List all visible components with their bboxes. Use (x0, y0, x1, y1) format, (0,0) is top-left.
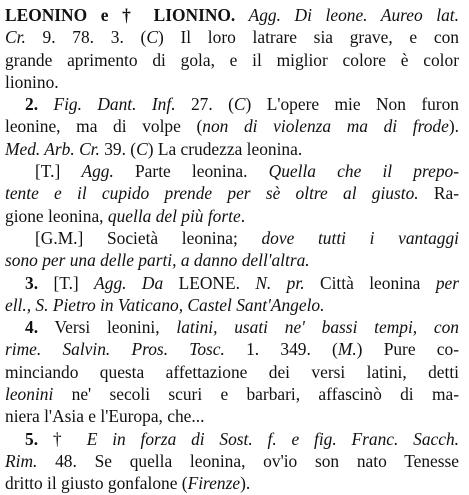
text-segment: 5. (25, 428, 39, 449)
text-segment: gione leonina, (5, 205, 108, 226)
text-segment: Ra- (418, 183, 459, 204)
text-segment: Città leonina (304, 272, 436, 293)
text-segment: ) La crudezza leonina. (147, 138, 303, 159)
text-segment: per (435, 272, 459, 293)
text-line (5, 26, 459, 48)
text-segment: Agg. Da (94, 272, 164, 293)
text-segment: quella del più forte (107, 205, 241, 226)
text-segment: ell., S. Pietro in Vaticano, Castel Sant'Angelo. (5, 294, 325, 315)
text-segment: grande aprimento di gola, e il miglior colore è color (5, 49, 459, 70)
text-segment: non di violenza ma di frode (202, 116, 449, 137)
text-segment: niera l'Asia e l'Europa, che... (5, 406, 205, 427)
text-segment: ) Il loro latrare sia grave, e con (157, 27, 459, 48)
text-line (5, 249, 459, 271)
text-line (5, 49, 459, 71)
text-segment: . (240, 205, 246, 226)
text-segment: sono per una delle parti, a danno dell'altra. (5, 250, 310, 271)
text-segment: 1. 349. ( (224, 339, 338, 360)
text-segment: 3. (25, 272, 39, 293)
text-line (5, 227, 459, 249)
text-line (5, 361, 459, 383)
text-segment: ). (240, 473, 251, 494)
text-segment: dove tutti i vantaggi (261, 227, 459, 248)
text-line (5, 338, 459, 360)
text-segment: M. (337, 339, 357, 360)
text-segment: dritto il giusto gonfalone ( (5, 473, 188, 494)
text-segment: Rim. (5, 450, 38, 471)
text-segment: Med. Arb. Cr. (5, 138, 100, 159)
text-segment: leonine, ma di volpe ( (5, 116, 203, 137)
text-segment: Firenze (187, 473, 241, 494)
text-segment: ne' secoli scuri e barbari, affascinò di ma- (53, 384, 459, 405)
text-segment: Agg. Di leone. Aureo lat. (235, 5, 459, 25)
text-line (5, 138, 459, 160)
text-segment: Quella che il prepo- (268, 161, 460, 182)
text-segment: Agg. (81, 161, 114, 182)
text-line (5, 93, 459, 115)
text-segment: † (38, 428, 87, 449)
text-segment: ). (448, 116, 459, 137)
text-line (5, 316, 459, 338)
text-segment: 48. Se quella leonina, ov'io son nato Tenesse (37, 450, 459, 471)
text-segment: Versi leonini, (38, 317, 177, 338)
text-line (5, 405, 459, 427)
text-line (5, 71, 459, 93)
text-segment: C (136, 138, 148, 159)
text-segment: 2. (25, 94, 39, 115)
text-segment: ) Pure co- (356, 339, 459, 360)
text-segment: Parte leonina. (113, 161, 269, 182)
text-segment: tente e il cupido prende per sè oltre al giusto. (5, 183, 419, 204)
text-line (5, 428, 459, 450)
text-line (5, 272, 459, 294)
text-line (5, 4, 459, 26)
text-segment: [G.M.] Società leonina; (35, 227, 262, 248)
text-line (5, 160, 459, 182)
text-line (5, 182, 459, 204)
text-segment: Cr. (5, 27, 26, 48)
text-segment: C (146, 27, 158, 48)
text-segment: LEONE. (163, 272, 256, 293)
text-segment: [T.] (35, 161, 82, 182)
text-line (5, 450, 459, 472)
text-segment: 9. 78. 3. ( (25, 27, 147, 48)
text-segment: N. pr. (255, 272, 305, 293)
text-segment: C (233, 94, 246, 115)
text-line (5, 205, 459, 227)
text-segment: Fig. Dant. Inf. (38, 94, 176, 115)
text-line (5, 472, 459, 494)
text-segment: 27. ( (175, 94, 234, 115)
text-segment: 4. (25, 317, 39, 338)
text-segment: E in forza di Sost. f. e fig. Franc. Sacch. (86, 428, 460, 449)
text-segment: [T.] (38, 272, 95, 293)
text-line (5, 294, 459, 316)
text-segment: leonini (5, 384, 54, 405)
text-segment: LEONINO e † LIONINO. (5, 5, 236, 25)
text-line (5, 115, 459, 137)
text-segment: rime. Salvin. Pros. Tosc. (5, 339, 225, 360)
text-segment: latini, usati ne' bassi tempi, con (176, 317, 459, 338)
text-segment: ) L'opere mie Non furon (245, 94, 459, 115)
text-line (5, 383, 459, 405)
text-segment: lionino. (5, 71, 59, 92)
text-segment: minciando questa affettazione dei versi latini, detti (5, 361, 459, 382)
text-segment: 39. ( (99, 138, 137, 159)
